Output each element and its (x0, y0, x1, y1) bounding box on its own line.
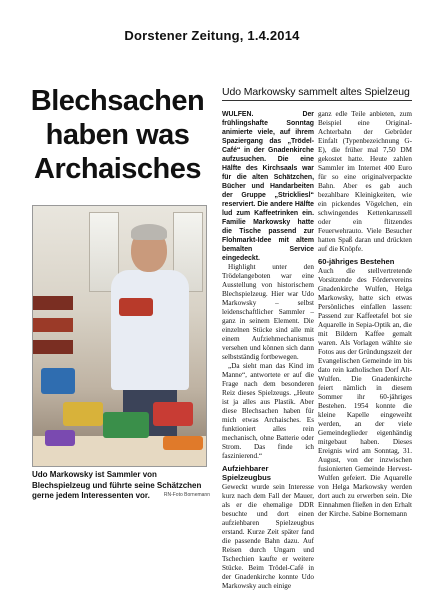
article-paragraph: „Da sieht man das Kind im Manne“, antwortete er auf die Frage nach dem besonderen Reiz dieses Spielzeugs. „Heute ist ja alles aus Plastik. Aber diese Blechsachen haben für mich etwas Archaisches. Es funktioniert alles rein mechanisch, ohne Batterie oder Strom. Das finde ich faszinierend.“ (222, 362, 314, 460)
article-paragraph: ganz edle Teile anbieten, zum Beispiel eine Original-Achterbahn der Gebrüder Einfalt (Typenbezeichnung G-E), die früher mal 7,50 DM gekostet hatte. Heute zahlen Sammler im Internet 400 Euro für so eine originalverpackte Bahn. Aber es gab auch bezahlbare Kleinigkeiten, wie ein pickendes Vögelchen, ein schwingendes Kettenkarussell oder ein flitzendes Feuerwehrauto. Viele Besucher hatten Spaß daran und drückten auf die Knöpfe. (318, 110, 412, 253)
article-paragraph (318, 267, 412, 519)
article-photo (32, 205, 207, 467)
article-lead: WULFEN. Der frühlingshafte Sonntag animierte viele, auf ihrem Spaziergang das „Trödel-Café“ in der Gnadenkirche aufzusuchen. Die eine Hälfte des Kirchsaals war für die alten Schätzchen, Bücher und Handarbeiten der Gruppe „Strickliesl“ reserviert. Die andere Hälfte lud zum Kaffeetrinken ein. Familie Markowsky hatte die Tische passend zur Flohmarkt-Idee mit altem bemalten Service eingedeckt. (222, 111, 314, 262)
headline-line-2: haben was (45, 119, 190, 151)
article-column-2 (318, 110, 412, 519)
newspaper-masthead: Dorstener Zeitung, 1.4.2014 (124, 28, 300, 43)
article-paragraph-text: Auch die stellvertretende Vorsitzende des Fördervereins Gnadenkirche Wulfen, Helga Markowsky, hatte sich etwas Persönliches einfallen lassen: Passend zur Kaffeetafel bot sie Aquarelle in Sepia-Optik an, die mit Bildern Kaffee gemalt waren. Als Vorlagen wählte sie Fotos aus der Gründungszeit der Evangelischen Gemeinde im bis dato rein katholischen Dorf Alt-Wulfen. Die Gnadenkirche feiert nämlich in diesem Sommer ihr 60-jähriges Bestehen. 1954 konnte die kleine Kapelle eingeweiht werden, an der viele Gemeindeglieder eigenhändig mitgebaut haben. Dieses Ereignis wird am Sonntag, 31. August, von der inzwischen fusionierten Gemeinde Hervest-Wulfen gefeiert. Die Aquarelle von Helga Markowsky werden dort auch zu erwerben sein. Die Einnahmen fließen in den Erhalt der Kirche. (318, 267, 412, 518)
article-headline (30, 84, 205, 186)
article-subhead: Udo Markowsky sammelt altes Spielzeug (222, 86, 412, 101)
headline-line-1: Blechsachen (30, 85, 205, 117)
section-heading: Aufziehbarer Spielzeugbus (222, 464, 271, 482)
byline: Sabine Bornemann (352, 510, 408, 518)
article-paragraph: Geweckt wurde sein Interesse kurz nach dem Fall der Mauer, als er die ehemalige DDR besuchte und dort einen aufziehbaren Spielzeugbus erstand. Kurze Zeit später fand die passende Bahn dazu. Auf Reisen durch Ungarn und Tschechien kaufte er weitere Stücke. Beim Trödel-Café in der Gnadenkirche konnte Udo Markowsky auch einige (222, 483, 314, 590)
article-column-1 (222, 110, 314, 591)
article-paragraph: Highlight unter den Trödelangeboten war eine Ausstellung von historischem Blechspielzeug. Hier war Udo Markowsky – selbst leidenschaftlicher Sammler – ganz in seinem Element. Die einzelnen Stücke sind alle mit einem Aufziehmechanismus versehen und können sich dann selbstständig fortbewegen. (222, 263, 314, 361)
photo-caption: Udo Markowsky ist Sammler von Blechspielzeug und führte seine Schätzchen gerne jedem Interessenten vor. (32, 470, 202, 500)
section-heading: 60-jähriges Bestehen (318, 257, 395, 266)
headline-line-3: Archaisches (34, 153, 201, 185)
photo-credit: RN-Foto Bornemann (163, 492, 210, 498)
